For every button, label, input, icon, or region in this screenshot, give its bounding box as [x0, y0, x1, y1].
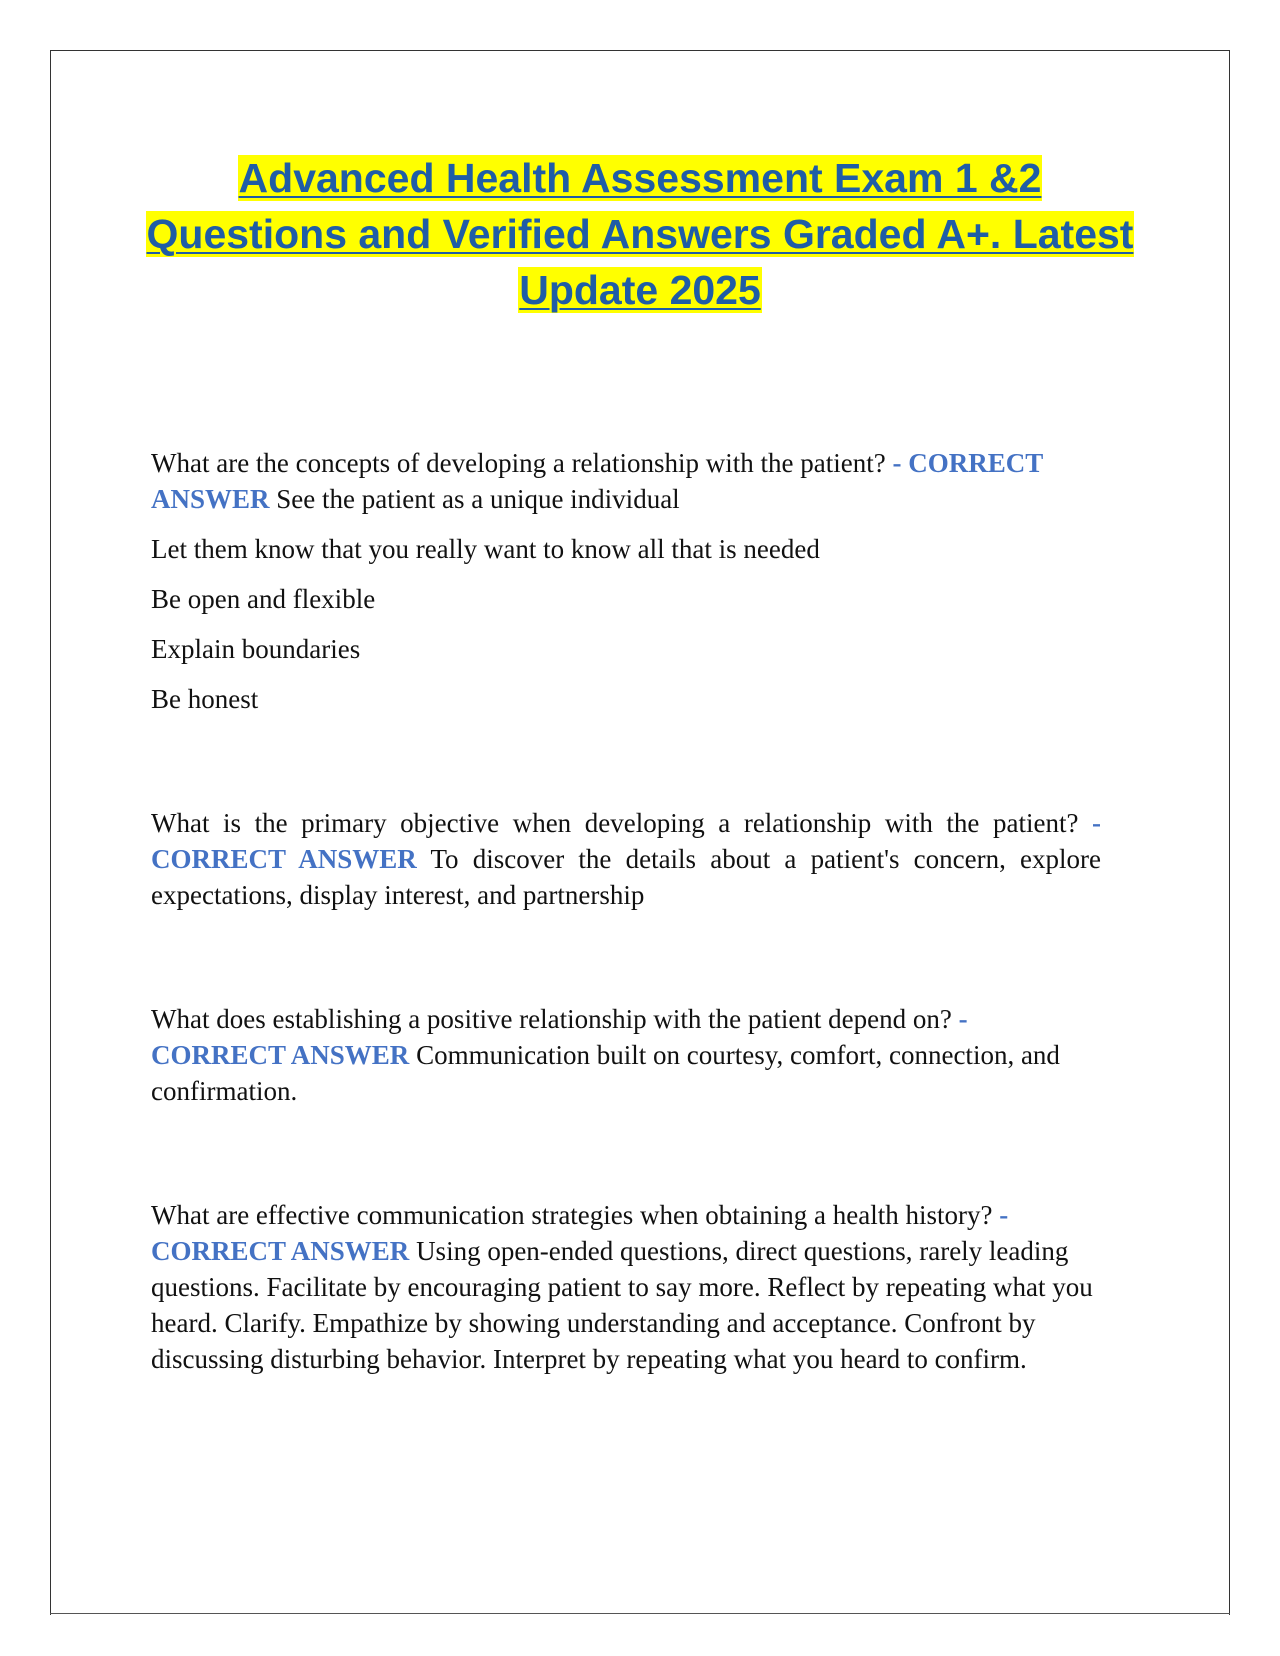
qa-paragraph — [151, 445, 1101, 517]
question-text: What are the concepts of developing a relationship with the patient? — [151, 448, 886, 478]
answer-line: Be open and flexible — [151, 584, 376, 614]
answer-text: To discover the details about a patient's concern, explore expectations, display interest, and partnership — [151, 844, 1101, 910]
correct-answer-tag: - CORRECT ANSWER — [151, 448, 1043, 514]
answer-line: Explain boundaries — [151, 634, 361, 664]
document-title — [100, 150, 1180, 318]
question-text: What are effective communication strategies when obtaining a health history? — [151, 1200, 993, 1230]
title-line-3: Update 2025 — [519, 267, 761, 313]
qa-item-4 — [151, 1197, 1101, 1377]
qa-paragraph — [151, 805, 1101, 913]
qa-list — [151, 445, 1101, 1377]
section-gap — [151, 717, 1101, 805]
page-bottom-rule — [50, 1613, 1230, 1614]
section-gap — [151, 1109, 1101, 1197]
correct-answer-tag: - CORRECT ANSWER — [151, 808, 1101, 874]
answer-text: Communication built on courtesy, comfort, connection, and confirmation. — [151, 1040, 1060, 1106]
title-line-1: Advanced Health Assessment Exam 1 &2 — [238, 155, 1042, 201]
question-text: What does establishing a positive relationship with the patient depend on? — [151, 1004, 952, 1034]
qa-item-1 — [151, 445, 1101, 717]
answer-text: Using open-ended questions, direct questions, rarely leading questions. Facilitate by encouraging patient to say more. Reflect by repeating what you heard. Clarify. Empathize by showing understanding and acceptance. Confront by discussing disturbing behavior. Interpret by repeating what you heard to confirm. — [151, 1236, 1093, 1374]
correct-answer-tag: - CORRECT ANSWER — [151, 1004, 968, 1070]
answer-line: Be honest — [151, 684, 259, 714]
answer-text: See the patient as a unique individual — [276, 484, 680, 514]
qa-paragraph — [151, 1001, 1101, 1109]
qa-item-2 — [151, 805, 1101, 913]
section-gap — [151, 913, 1101, 1001]
question-text: What is the primary objective when developing a relationship with the patient? — [151, 808, 1079, 838]
correct-answer-tag: - CORRECT ANSWER — [151, 1200, 1009, 1266]
answer-line: Let them know that you really want to know all that is needed — [151, 534, 820, 564]
qa-paragraph — [151, 1197, 1101, 1377]
title-line-2: Questions and Verified Answers Graded A+. Latest — [146, 211, 1134, 257]
qa-item-3 — [151, 1001, 1101, 1109]
